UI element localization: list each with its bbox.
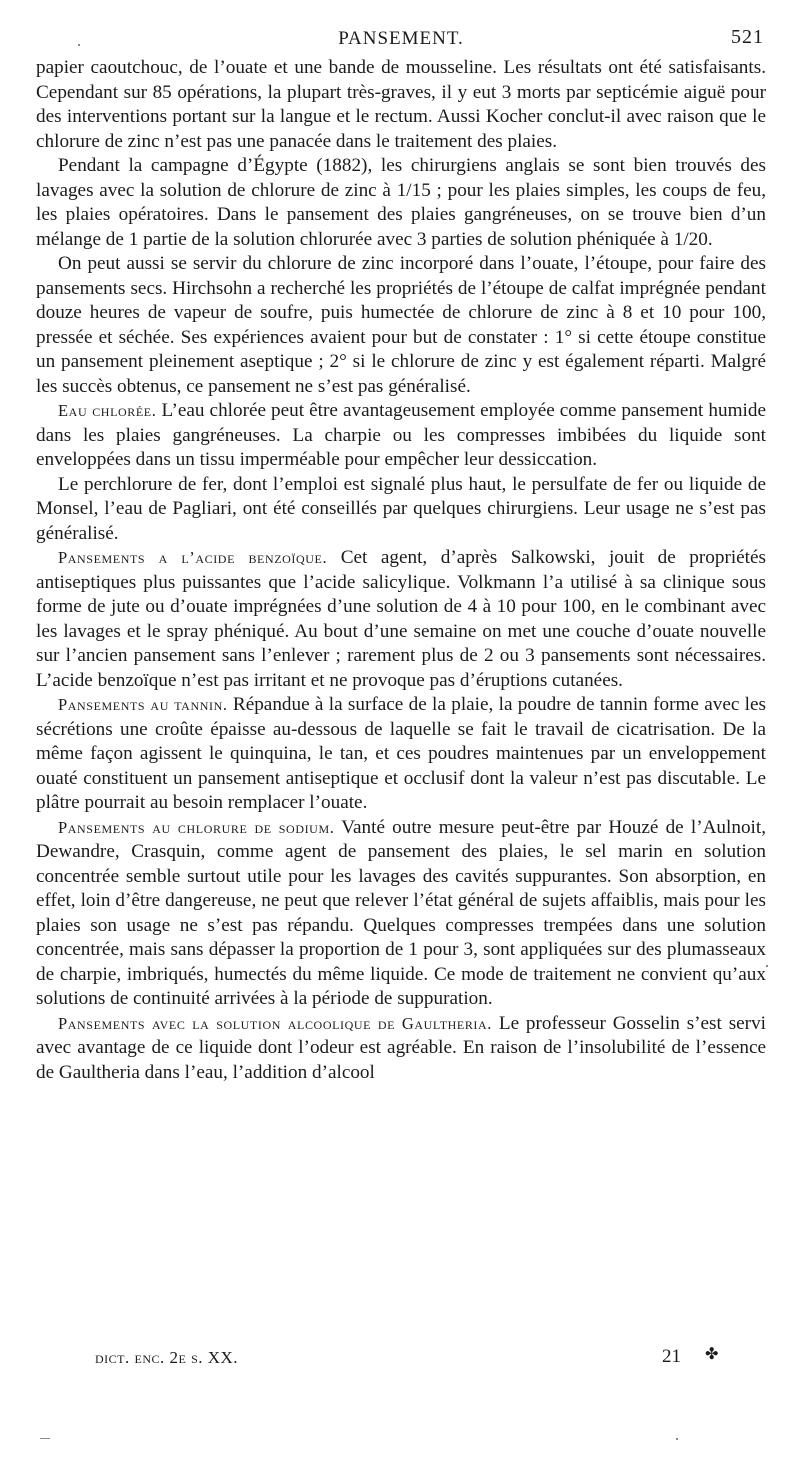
paragraph-text: papier caoutchouc, de l’ouate et une bande de mousseline. Les résultats ont été satisfaisants. Cependant sur 85 opérations, la plupart très-graves, il y eut 3 morts par septicémie aiguë pour des interventions portant sur la langue et le rectum. Aussi Kocher conclut-il avec raison que le chlorure de zinc n’est pas une panacée dans le traitement des plaies. xyxy=(36,57,766,152)
paragraph-chlorure-sodium xyxy=(36,816,766,1012)
signature-number: 21 xyxy=(662,1346,681,1367)
page-number: 521 xyxy=(731,26,764,48)
paragraph-egypt xyxy=(36,154,766,252)
printer-mark-icon: ✤ xyxy=(705,1346,719,1363)
speck-mark xyxy=(676,1438,678,1440)
page xyxy=(36,22,766,1085)
paragraph-acide-benzoique xyxy=(36,546,766,693)
signature-left: dict. enc. 2e s. XX. xyxy=(95,1348,239,1367)
section-heading: Pansements au tannin. xyxy=(58,695,228,714)
paragraph-perchlorure xyxy=(36,473,766,547)
paragraph-dry-dressings xyxy=(36,252,766,399)
paragraph-text: Vanté outre mesure peut-être par Houzé de l’Aulnoit, Dewandre, Crasquin, comme agent de pansement des plaies, le sel marin en solution concentrée semble surtout utile pour les lavages des cavités suppurantes. Son absorption, en effet, loin d’être dangereuse, ne peut que relever l’état général de sujets affaiblis, mais pour les plaies son usage ne s’est pas répandu. Quelques compresses trempées dans une solution concentrée, mais sans dépasser la proportion de 1 pour 3, sont appliquées sur des plumasseaux de charpie, imbriqués, humectés du même liquide. Ce mode de traitement ne convient qu’aux solutions de continuité arrivées à la période de suppuration. xyxy=(36,816,767,1009)
section-heading: Pansements avec la solution alcoolique de Gaultheria. xyxy=(58,1013,493,1033)
paragraph-tannin xyxy=(36,693,766,816)
section-heading: Pansements a l’acide benzoïque. xyxy=(58,548,328,567)
body-text xyxy=(36,56,766,1085)
paragraph-gaultheria xyxy=(36,1012,766,1086)
speck-mark xyxy=(40,1438,50,1439)
paragraph-text: Pendant la campagne d’Égypte (1882), les chirurgiens anglais se sont bien trouvés des lavages avec la solution de chlorure de zinc à 1/15 ; pour les plaies simples, les coups de feu, les plaies opératoires. Dans le pansement des plaies gangréneuses, on se trouve bien d’un mélange de 1 partie de la solution chlorurée avec 3 parties de solution phéniquée à 1/20. xyxy=(36,155,766,250)
running-title: PANSEMENT. xyxy=(338,28,464,49)
section-heading: Pansements au chlorure de sodium. xyxy=(58,817,335,837)
paragraph-text: Le perchlorure de fer, dont l’emploi est signalé plus haut, le persulfate de fer ou liquide de Monsel, l’eau de Pagliari, ont été conseillés par quelques chirurgiens. Leur usage ne s’est pas généralisé. xyxy=(36,473,766,544)
paragraph-continued xyxy=(36,56,766,154)
paragraph-text: L’eau chlorée peut être avantageusement employée comme pansement humide dans les plaies gangréneuses. La charpie ou les compresses imbibées du liquide sont enveloppées dans un tissu imperméable pour empêcher leur dessiccation. xyxy=(36,400,766,470)
running-head xyxy=(36,22,766,56)
paragraph-text: Répandue à la surface de la plaie, la poudre de tannin forme avec les sécrétions une croûte épaisse au-dessous de laquelle se fait le travail de cicatrisation. De la même façon agissent le quinquina, le tan, et ces poudres maintenues par un enveloppement ouaté constituent un pansement antiseptique et occlusif dont la valeur n’est pas discutable. Le plâtre pourrait au besoin remplacer l’ouate. xyxy=(36,694,766,813)
section-heading: Eau chlorée. xyxy=(58,401,157,420)
paragraph-text: Cet agent, d’après Salkowski, jouit de propriétés antiseptiques plus puissantes que l’acide salicylique. Volkmann l’a utilisé à sa clinique sous forme de jute ou d’ouate imprégnées d’une solution de 4 à 10 pour 100, en le combinant avec les lavages et le spray phéniqué. Au bout d’une semaine on met une couche d’ouate nouvelle sur l’ancien pansement sans l’enlever ; rarement plus de 2 ou 3 pansements sont nécessaires. L’acide benzoïque n’est pas irritant et ne provoque pas d’éruptions cutanées. xyxy=(36,547,766,691)
paragraph-text: Le professeur Gosselin s’est servi avec avantage de ce liquide dont l’odeur est agréable. En raison de l’insolubilité de l’essence de Gaultheria dans l’eau, l’addition d’alcool xyxy=(36,1012,766,1083)
speck-mark xyxy=(766,965,768,967)
paragraph-eau-chloree xyxy=(36,399,766,473)
speck-mark xyxy=(78,44,80,46)
paragraph-text: On peut aussi se servir du chlorure de zinc incorporé dans l’ouate, l’étoupe, pour faire des pansements secs. Hirchsohn a recherché les propriétés de l’étoupe de calfat imprégnée pendant douze heures de vapeur de soufre, puis humectée de chlorure de zinc à 8 et 10 pour 100, pressée et séchée. Ses expériences avaient pour but de constater : 1° si cette étoupe constitue un pansement pleinement aseptique ; 2° si le chlorure de zinc y est également réparti. Malgré les succès obtenus, ce pansement ne s’est pas généralisé. xyxy=(36,253,766,397)
